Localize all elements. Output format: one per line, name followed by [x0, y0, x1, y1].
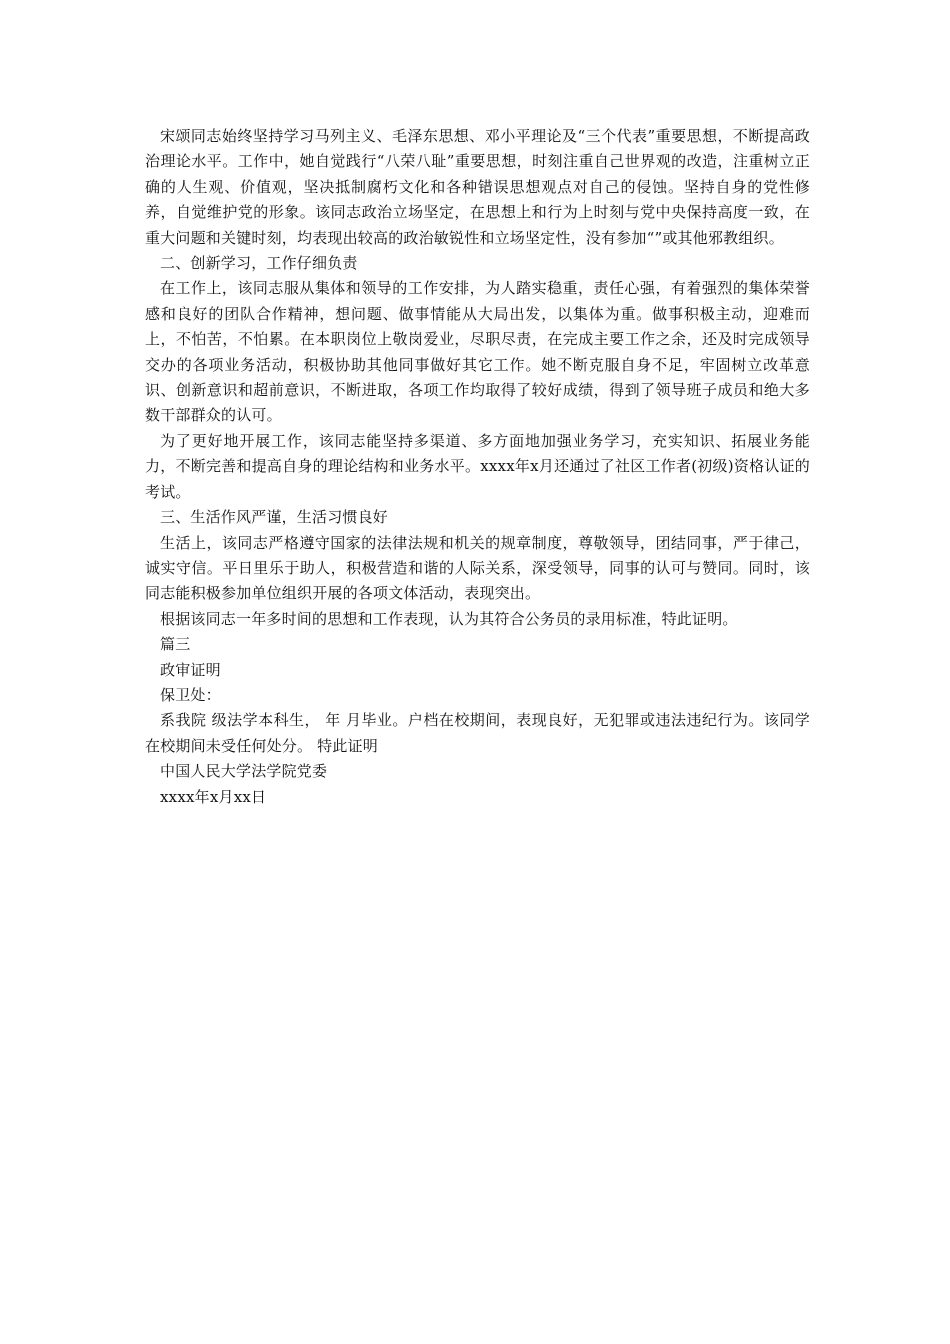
paragraph-lifestyle: 生活上，该同志严格遵守国家的法律法规和机关的规章制度，尊敬领导，团结同事，严于律己，诚实守信。平日里乐于助人，积极营造和谐的人际关系，深受领导，同事的认可与赞同。同时，该同志能积极参加单位组织开展的各项文体活动，表现突出。	[145, 533, 810, 603]
paragraph-conclusion: 根据该同志一年多时间的思想和工作表现，认为其符合公务员的录用标准，特此证明。	[160, 609, 738, 628]
issuer: 中国人民大学法学院党委	[160, 762, 328, 781]
certificate-body: 系我院 级法学本科生， 年 月毕业。户档在校期间，表现良好，无犯罪或违法违纪行为。该同学在校期间未受任何处分。 特此证明	[145, 711, 810, 755]
part-title: 篇三	[160, 635, 191, 654]
paragraph-work-attitude: 在工作上，该同志服从集体和领导的工作安排，为人踏实稳重，责任心强，有着强烈的集体荣誉感和良好的团队合作精神，想问题、做事情能从大局出发，以集体为重。做事积极主动，迎难而上，不怕苦，不怕累。在本职岗位上敬岗爱业，尽职尽责，在完成主要工作之余，还及时完成领导交办的各项业务活动，积极协助其他同事做好其它工作。她不断克服自身不足，牢固树立改革意识、创新意识和超前意识，不断进取，各项工作均取得了较好成绩，得到了领导班子成员和绝大多数干部群众的认可。	[145, 279, 810, 425]
section-heading-3: 三、生活作风严谨，生活习惯良好	[160, 508, 389, 527]
document-body	[145, 124, 810, 810]
section-heading-2: 二、创新学习，工作仔细负责	[160, 254, 358, 273]
paragraph-political-stance: 宋颂同志始终坚持学习马列主义、毛泽东思想、邓小平理论及“三个代表”重要思想，不断提高政治理论水平。工作中，她自觉践行“八荣八耻”重要思想，时刻注重自己世界观的改造，注重树立正确的人生观、价值观，坚决抵制腐朽文化和各种错误思想观点对自己的侵蚀。坚持自身的党性修养，自觉维护党的形象。该同志政治立场坚定，在思想上和行为上时刻与党中央保持高度一致，在重大问题和关键时刻，均表现出较高的政治敏锐性和立场坚定性，没有参加“”或其他邪教组织。	[145, 127, 810, 247]
recipient: 保卫处：	[160, 685, 221, 704]
paragraph-study: 为了更好地开展工作，该同志能坚持多渠道、多方面地加强业务学习，充实知识、拓展业务能力，不断完善和提高自身的理论结构和业务水平。xxxx年x月还通过了社区工作者(初级)资格认证的考试。	[145, 431, 810, 501]
certificate-title: 政审证明	[160, 660, 221, 679]
issue-date: xxxx年x月xx日	[160, 787, 267, 806]
